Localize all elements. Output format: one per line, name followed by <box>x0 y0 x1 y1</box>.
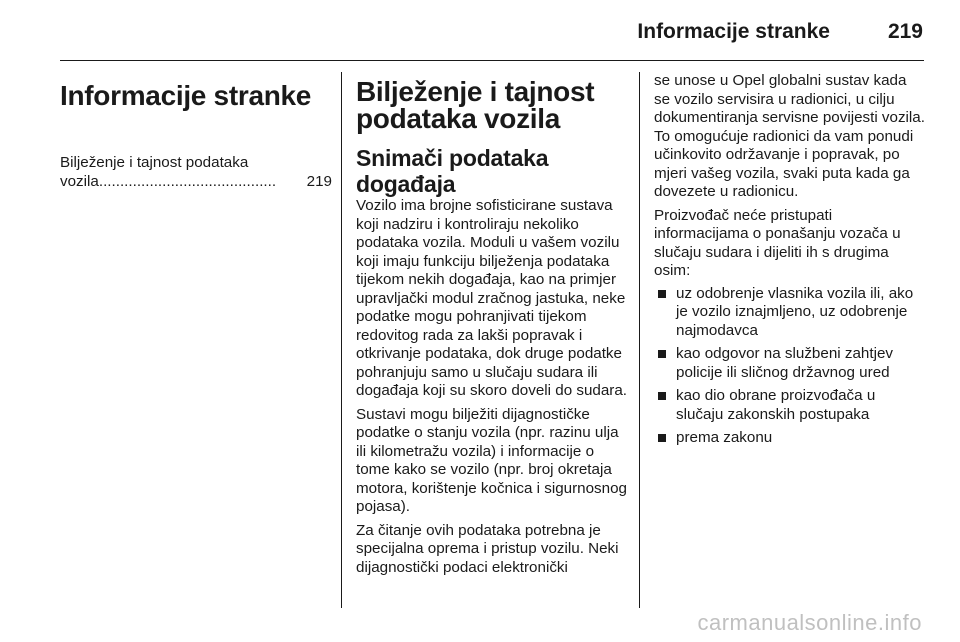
watermark: carmanualsonline.info <box>697 610 922 635</box>
toc-leader-dots: .......................................... <box>98 172 277 190</box>
list-item-text: kao odgovor na službeni zahtjev policije ili sličnog državnog ured <box>676 345 893 381</box>
list-item <box>654 345 926 382</box>
square-bullet-icon <box>658 434 666 442</box>
body-paragraph: se unose u Opel globalni sustav kada se vozilo servisira u radionici, u cilju dokumentiranja servisne povijesti vozila. To omogućuje radionici da vam ponudi učinkovito održavanje i popravak, po mjeri vašeg vozila, svaki puta kada ga dovezete u radionicu. <box>654 72 925 200</box>
toc-entry-title-line-2: vozila <box>60 172 99 190</box>
bullet-list <box>654 285 926 448</box>
square-bullet-icon <box>658 350 666 358</box>
list-item-text: prema zakonu <box>676 429 773 446</box>
subsection-title: Snimači podataka događaja <box>356 145 549 197</box>
square-bullet-icon <box>658 392 666 400</box>
running-header-title: Informacije stranke <box>637 20 830 43</box>
toc-entry-page: 219 <box>306 172 332 190</box>
toc-entry[interactable] <box>60 154 332 191</box>
list-item-text: kao dio obrane proizvođača u slučaju zakonskih postupaka <box>676 387 876 423</box>
body-paragraph: Sustavi mogu bilježiti dijagnostičke podatke o stanju vozila (npr. razinu ulja ili kilometražu vozila) i informacije o tome kako se vozilo (npr. broj okretaja motora, korištenje kočnica i sigurnosnog pojasa). <box>356 405 627 515</box>
body-paragraph: Vozilo ima brojne sofisticirane sustava koji nadziru i kontroliraju nekoliko podataka vozila. Moduli u vašem vozilu koji imaju funkciju bilježenja podataka tijekom nekih događaja, kao na primjer upravljački modul zračnog jastuka, neke podatke mogu pohranjivati tijekom redovitog rada za lakši popravak i otkrivanje podataka, dok druge podatke pohranjuju samo u slučaju sudara ili događaja koji su skoro doveli do sudara. <box>356 197 628 399</box>
toc-entry-title-line-1: Bilježenje i tajnost podataka <box>60 154 249 171</box>
body-paragraph: Proizvođač neće pristupati informacijama o ponašanju vozača u slučaju sudara i dijeliti ih s drugima osim: <box>654 206 901 279</box>
list-item <box>654 285 926 341</box>
column-divider-1 <box>341 72 342 608</box>
chapter-title: Informacije stranke <box>60 80 312 111</box>
page-number: 219 <box>887 20 923 43</box>
table-of-contents <box>60 154 332 191</box>
header-rule <box>60 60 924 61</box>
toc-entry-line-2 <box>60 173 332 192</box>
section-title: Bilježenje i tajnost podataka vozila <box>356 76 595 134</box>
column-divider-2 <box>639 72 640 608</box>
column-3 <box>654 72 926 453</box>
column-1 <box>60 72 332 191</box>
list-item-text: uz odobrenje vlasnika vozila ili, ako je vozilo iznajmljeno, uz odobrenje najmodavca <box>676 284 914 339</box>
list-item <box>654 387 926 424</box>
column-2 <box>356 72 630 577</box>
square-bullet-icon <box>658 290 666 298</box>
list-item <box>654 429 926 448</box>
body-paragraph: Za čitanje ovih podataka potrebna je specijalna oprema i pristup vozilu. Neki dijagnostički podaci elektronički <box>356 521 619 576</box>
